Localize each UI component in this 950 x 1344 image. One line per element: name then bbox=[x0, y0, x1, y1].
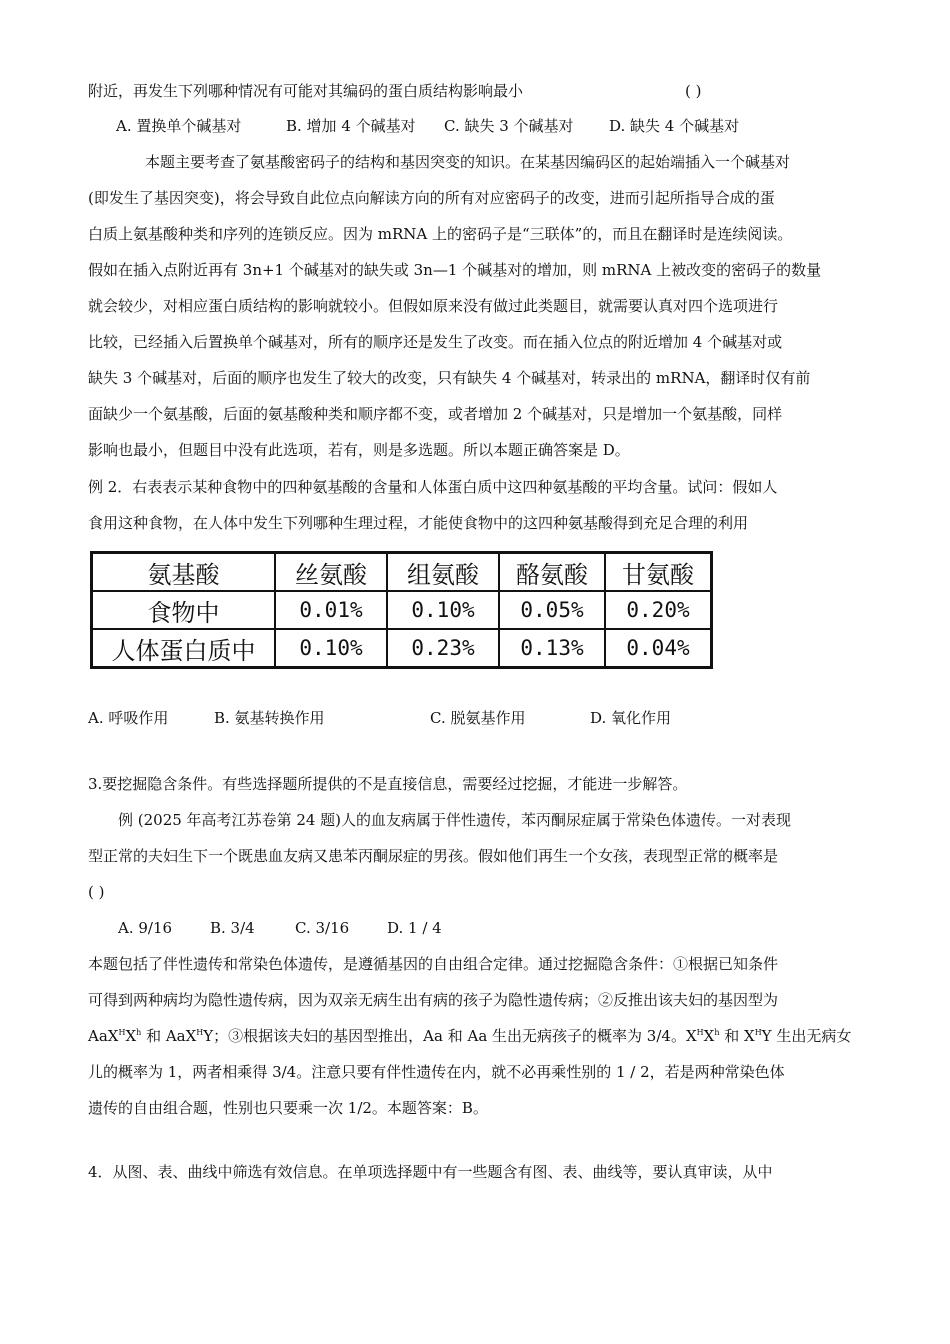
superscript: h bbox=[136, 1028, 142, 1037]
s3-option-b: B. 3/4 bbox=[210, 919, 255, 937]
superscript: H bbox=[696, 1028, 704, 1037]
section3-example-line: 型正常的夫妇生下一个既患血友病又患苯丙酮尿症的男孩。假如他们再生一个女孩，表现型正常的概率是 bbox=[88, 847, 779, 865]
table-header-cell: 氨基酸 bbox=[92, 553, 276, 592]
section3-heading: 3.要挖掘隐含条件。有些选择题所提供的不是直接信息，需要经过挖掘，才能进一步解答。 bbox=[88, 775, 688, 793]
q1-stem bbox=[88, 80, 878, 102]
q1-option-d: D. 缺失 4 个碱基对 bbox=[609, 117, 740, 135]
text-run: 和 X bbox=[719, 1027, 755, 1045]
text-run: X bbox=[125, 1027, 137, 1045]
superscript: h bbox=[714, 1028, 720, 1037]
s3-option-d: D. 1 / 4 bbox=[387, 919, 442, 937]
superscript: H bbox=[196, 1028, 204, 1037]
analysis1-line: 面缺少一个氨基酸，后面的氨基酸种类和顺序都不变，或者增加 2 个碱基对，只是增加一个氨基酸，同样 bbox=[88, 405, 783, 423]
amino-acid-table bbox=[90, 551, 713, 669]
table-header-cell: 丝氨酸 bbox=[275, 553, 387, 592]
q1-option-c: C. 缺失 3 个碱基对 bbox=[444, 117, 574, 135]
example2-line: 例 2．右表表示某种食物中的四种氨基酸的含量和人体蛋白质中这四种氨基酸的平均含量。试问：假如人 bbox=[88, 478, 778, 496]
section3-analysis-line: 本题包括了伴性遗传和常染色体遗传，是遵循基因的自由组合定律。通过挖掘隐含条件：①根据已知条件 bbox=[88, 955, 779, 973]
section3-example-line: 例 (2025 年高考江苏卷第 24 题)人的血友病属于伴性遗传，苯丙酮尿症属于常染色体遗传。一对表现 bbox=[118, 811, 792, 829]
section4-heading: 4．从图、表、曲线中筛选有效信息。在单项选择题中有一些题含有图、表、曲线等，要认真审读，从中 bbox=[88, 1163, 773, 1181]
section3-analysis-line: 可得到两种病均为隐性遗传病，因为双亲无病生出有病的孩子为隐性遗传病；②反推出该夫妇的基因型为 bbox=[88, 991, 779, 1009]
text-run: 和 AaX bbox=[141, 1027, 197, 1045]
table-cell: 0.04% bbox=[605, 629, 712, 668]
text-run: AaX bbox=[88, 1027, 119, 1045]
table-header-row bbox=[92, 553, 712, 592]
analysis1-line: 白质上氨基酸种类和序列的连锁反应。因为 mRNA 上的密码子是“三联体”的，而且在翻译时是连续阅读。 bbox=[88, 225, 793, 243]
table-cell: 0.01% bbox=[275, 591, 387, 629]
text-run: Y；③根据该夫妇的基因型推出，Aa 和 Aa 生出无病孩子的概率为 3/4。X bbox=[203, 1027, 697, 1045]
table-header-cell: 酪氨酸 bbox=[499, 553, 605, 592]
analysis1-line: (即发生了基因突变)，将会导致自此位点向解读方向的所有对应密码子的改变，进而引起所指导合成的蛋 bbox=[88, 189, 775, 207]
s3-option-c: C. 3/16 bbox=[295, 919, 350, 937]
table-row bbox=[92, 629, 712, 668]
text-run: Y 生出无病女 bbox=[761, 1027, 852, 1045]
analysis1-line: 假如在插入点附近再有 3n+1 个碱基对的缺失或 3n—1 个碱基对的增加，则 mRNA 上被改变的密码子的数量 bbox=[88, 261, 822, 279]
table-cell: 0.13% bbox=[499, 629, 605, 668]
analysis1-line: 比较，已经插入后置换单个碱基对，所有的顺序还是发生了改变。而在插入位点的附近增加 4 个碱基对或 bbox=[88, 333, 783, 351]
ex2-option-a: A. 呼吸作用 bbox=[88, 709, 169, 727]
ex2-option-d: D. 氧化作用 bbox=[590, 709, 672, 727]
text-run: X bbox=[703, 1027, 715, 1045]
superscript: H bbox=[754, 1028, 762, 1037]
table-row-label: 食物中 bbox=[92, 591, 276, 629]
table-cell: 0.20% bbox=[605, 591, 712, 629]
example2-line: 食用这种食物，在人体中发生下列哪种生理过程，才能使食物中的这四种氨基酸得到充足合理的利用 bbox=[88, 514, 749, 532]
table-cell: 0.10% bbox=[387, 591, 499, 629]
table-header-cell: 组氨酸 bbox=[387, 553, 499, 592]
s3-option-a: A. 9/16 bbox=[118, 919, 173, 937]
section3-analysis-line: 遗传的自由组合题，性别也只要乘一次 1/2。本题答案：B。 bbox=[88, 1099, 488, 1117]
table-row-label: 人体蛋白质中 bbox=[92, 629, 276, 668]
table-row bbox=[92, 591, 712, 629]
analysis1-line: 本题主要考查了氨基酸密码子的结构和基因突变的知识。在某基因编码区的起始端插入一个碱基对 bbox=[145, 153, 791, 171]
analysis1-line: 影响也最小，但题目中没有此选项，若有，则是多选题。所以本题正确答案是 D。 bbox=[88, 441, 630, 459]
q1-answer-paren: ( ) bbox=[685, 82, 702, 100]
q1-stem-text: 附近，再发生下列哪种情况有可能对其编码的蛋白质结构影响最小 bbox=[88, 82, 524, 100]
q1-option-a: A. 置换单个碱基对 bbox=[116, 117, 242, 135]
q1-option-b: B. 增加 4 个碱基对 bbox=[286, 117, 416, 135]
table-header-cell: 甘氨酸 bbox=[605, 553, 712, 592]
section3-analysis-genotype-line bbox=[88, 1025, 878, 1047]
analysis1-line: 缺失 3 个碱基对，后面的顺序也发生了较大的改变，只有缺失 4 个碱基对，转录出的 mRNA，翻译时仅有前 bbox=[88, 369, 811, 387]
table-cell: 0.23% bbox=[387, 629, 499, 668]
superscript: H bbox=[118, 1028, 126, 1037]
section3-analysis-line: 儿的概率为 1，两者相乘得 3/4。注意只要有伴性遗传在内，就不必再乘性别的 1 / 2，若是两种常染色体 bbox=[88, 1063, 785, 1081]
table-cell: 0.05% bbox=[499, 591, 605, 629]
table-cell: 0.10% bbox=[275, 629, 387, 668]
analysis1-line: 就会较少，对相应蛋白质结构的影响就较小。但假如原来没有做过此类题目，就需要认真对四个选项进行 bbox=[88, 297, 779, 315]
section3-answer-paren: ( ) bbox=[88, 883, 105, 901]
ex2-option-c: C. 脱氨基作用 bbox=[430, 709, 526, 727]
ex2-option-b: B. 氨基转换作用 bbox=[214, 709, 325, 727]
